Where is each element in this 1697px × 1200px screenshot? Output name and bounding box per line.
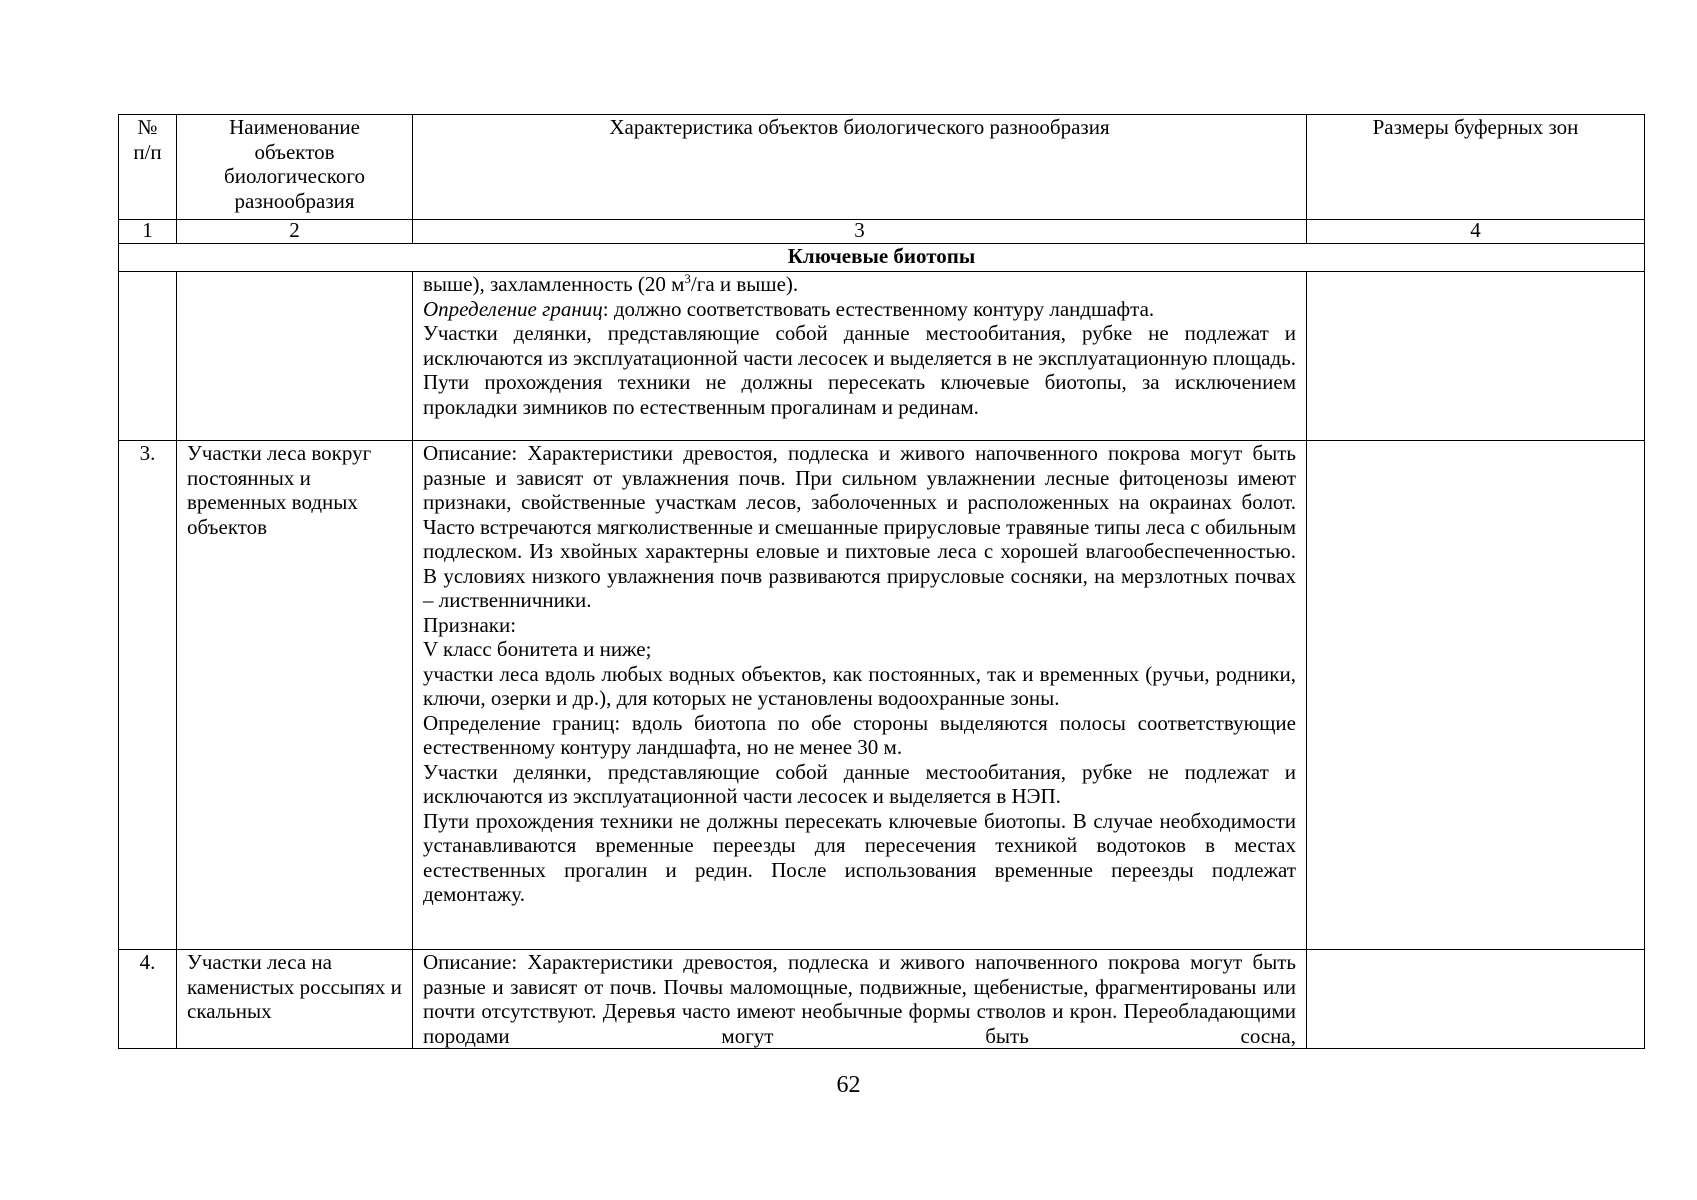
paragraph: Участки делянки, представляющие собой данные местообитания, рубке не подлежат и исключаются из эксплуатационной части лесосек и выделяется в НЭП.	[423, 759, 1296, 808]
paragraph: Описание: Характеристики древостоя, подлеска и живого напочвенного покрова могут быть разные и зависят от увлажнения почв. При сильном увлажнении лесные фитоценозы имеют признаки, свойственные участкам лесов, заболоченных и расположенных на окраинах болот. Часто встречаются мягколиственные и смешанные прирусловые травяные типы леса с обильным подлеском. Из хвойных характерны еловые и пихтовые леса с хорошей влагообеспеченностью. В условиях низкого увлажнения почв развиваются прирусловые сосняки, на мерзлотных почвах – лиственничники.	[423, 441, 1296, 612]
row-num: 3.	[119, 441, 177, 950]
column-number: 2	[177, 220, 413, 244]
column-number: 4	[1307, 220, 1645, 244]
paragraph: Участки делянки, представляющие собой данные местообитания, рубке не подлежат и исключаются из эксплуатационной части лесосек и выделяется в не эксплуатационную площадь. Пути прохождения техники не должны пересекать ключевые биотопы, за исключением прокладки зимников по естественным прогалинам и рединам.	[423, 321, 1296, 419]
row-num: 4.	[119, 950, 177, 1049]
paragraph: Пути прохождения техники не должны пересекать ключевые биотопы. В случае необходимости устанавливаются временные переезды для пересечения техникой водотоков в местах естественных прогалин и редин. После использования временные переезды подлежат демонтажу.	[423, 808, 1296, 906]
column-number-row	[119, 220, 1645, 244]
row-num	[119, 272, 177, 441]
paragraph: выше), захламленность (20 $м^3/га$ и выше).	[423, 271, 799, 296]
table-row	[119, 441, 1645, 950]
header-num: № п/п	[119, 115, 177, 220]
table-row	[119, 950, 1645, 1049]
row-buffer	[1307, 950, 1645, 1049]
row-buffer	[1307, 272, 1645, 441]
paragraph: Признаки:	[423, 612, 517, 637]
row-name: Участки леса вокруг постоянных и временных водных объектов	[177, 441, 413, 950]
row-description	[413, 441, 1307, 950]
column-number: 1	[119, 220, 177, 244]
paragraph: Определение границ: вдоль биотопа по обе стороны выделяются полосы соответствующие естественному контуру ландшафта, но не менее 30 м.	[423, 710, 1296, 759]
page-number: 62	[836, 1072, 861, 1098]
row-description	[413, 272, 1307, 441]
section-title: Ключевые биотопы	[119, 244, 1645, 272]
header-name: Наименование объектов биологического разнообразия	[177, 115, 413, 220]
row-name: Участки леса на каменистых россыпях и скальных	[177, 950, 413, 1049]
row-buffer	[1307, 441, 1645, 950]
table-row	[119, 272, 1645, 441]
row-name	[177, 272, 413, 441]
paragraph: участки леса вдоль любых водных объектов, как постоянных, так и временных (ручьи, родники, ключи, озерки и др.), для которых не установлены водоохранные зоны.	[423, 661, 1296, 710]
paragraph: Определение границ: должно соответствовать естественному контуру ландшафта.	[423, 296, 1155, 321]
paragraph: V класс бонитета и ниже;	[423, 637, 652, 661]
biodiversity-table	[118, 114, 1645, 1049]
row-description	[413, 950, 1307, 1049]
column-number: 3	[413, 220, 1307, 244]
header-row	[119, 115, 1645, 220]
header-characteristic: Характеристика объектов биологического разнообразия	[413, 115, 1307, 220]
header-buffer: Размеры буферных зон	[1307, 115, 1645, 220]
paragraph: Описание: Характеристики древостоя, подлеска и живого напочвенного покрова могут быть разные и зависят от почв. Почвы маломощные, подвижные, щебенистые, фрагментированы или почти отсутствуют. Деревья часто имеют необычные формы стволов и крон. Переобладающими породами могут быть сосна,	[423, 950, 1296, 1048]
section-row	[119, 244, 1645, 272]
